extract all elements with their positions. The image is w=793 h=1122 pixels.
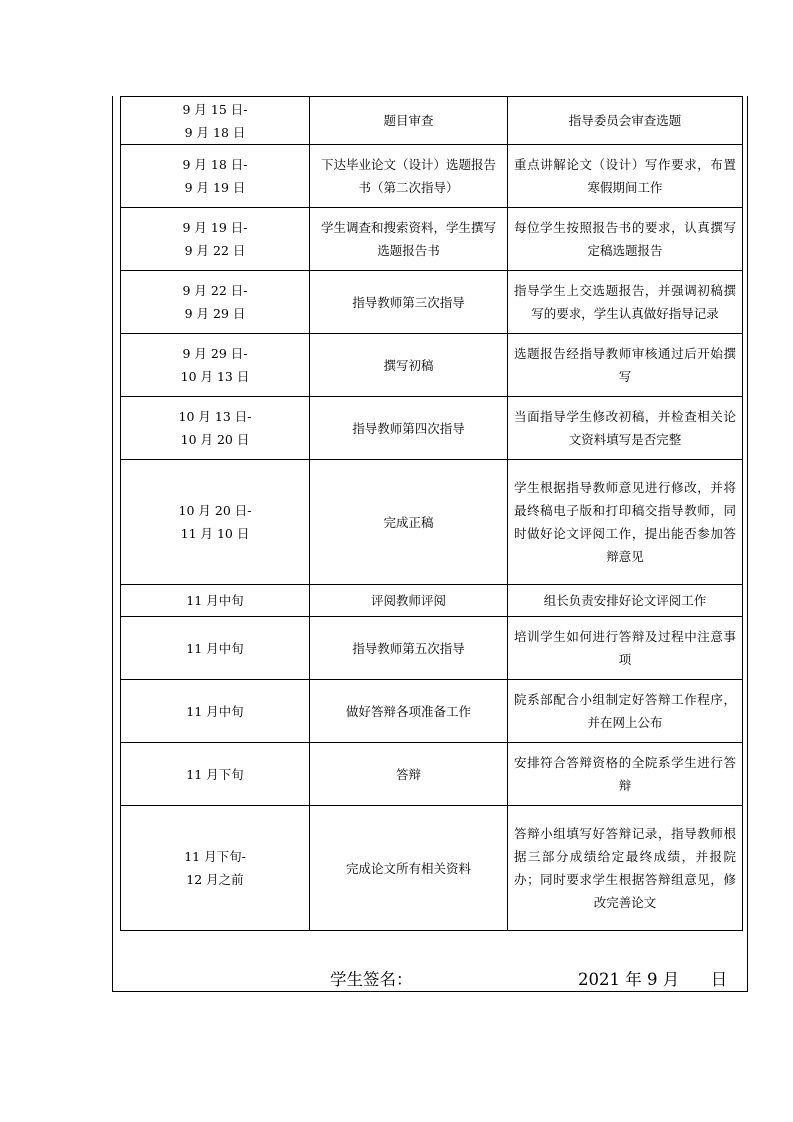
schedule-table [120,96,743,931]
task-cell: 题目审查 [310,97,508,145]
desc-cell: 每位学生按照报告书的要求，认真撰写定稿选题报告 [508,208,743,271]
table-row [121,460,743,585]
task-cell: 做好答辩各项准备工作 [310,680,508,743]
task-cell: 评阅教师评阅 [310,585,508,617]
task-cell: 指导教师第四次指导 [310,397,508,460]
desc-cell: 组长负责安排好论文评阅工作 [508,585,743,617]
table-row [121,806,743,931]
date-cell: 10 月 20 日- 11 月 10 日 [121,460,310,585]
desc-cell: 学生根据指导教师意见进行修改，并将最终稿电子版和打印稿交指导教师，同时做好论文评阅工作，提出能否参加答辩意见 [508,460,743,585]
date-cell: 10 月 13 日- 10 月 20 日 [121,397,310,460]
table-row [121,585,743,617]
date-cell: 9 月 15 日- 9 月 18 日 [121,97,310,145]
date-cell: 9 月 29 日- 10 月 13 日 [121,334,310,397]
date-cell: 11 月下旬- 12 月之前 [121,806,310,931]
signature-label: 学生签名： [330,970,413,989]
task-cell: 答辩 [310,743,508,806]
desc-cell: 培训学生如何进行答辩及过程中注意事项 [508,617,743,680]
desc-cell: 指导学生上交选题报告，并强调初稿撰写的要求，学生认真做好指导记录 [508,271,743,334]
signature-date: 2021 年 9 月 日 [578,970,728,989]
task-cell: 下达毕业论文（设计）选题报告书（第二次指导） [310,145,508,208]
date-cell: 11 月下旬 [121,743,310,806]
table-row [121,208,743,271]
task-cell: 完成正稿 [310,460,508,585]
table-row [121,271,743,334]
table-row [121,743,743,806]
task-cell: 撰写初稿 [310,334,508,397]
desc-cell: 安排符合答辩资格的全院系学生进行答辩 [508,743,743,806]
desc-cell: 答辩小组填写好答辩记录，指导教师根据三部分成绩给定最终成绩，并报院办；同时要求学生根据答辩组意见，修改完善论文 [508,806,743,931]
task-cell: 完成论文所有相关资料 [310,806,508,931]
table-row [121,397,743,460]
desc-cell: 重点讲解论文（设计）写作要求，布置寒假期间工作 [508,145,743,208]
task-cell: 指导教师第三次指导 [310,271,508,334]
date-cell: 11 月中旬 [121,585,310,617]
table-row [121,145,743,208]
table-row [121,97,743,145]
desc-cell: 院系部配合小组制定好答辩工作程序，并在网上公布 [508,680,743,743]
table-row [121,680,743,743]
desc-cell: 选题报告经指导教师审核通过后开始撰写 [508,334,743,397]
task-cell: 学生调查和搜索资料，学生撰写选题报告书 [310,208,508,271]
desc-cell: 当面指导学生修改初稿，并检查相关论文资料填写是否完整 [508,397,743,460]
table-row [121,334,743,397]
date-cell: 11 月中旬 [121,617,310,680]
date-cell: 9 月 18 日- 9 月 19 日 [121,145,310,208]
task-cell: 指导教师第五次指导 [310,617,508,680]
date-cell: 9 月 19 日- 9 月 22 日 [121,208,310,271]
table-row [121,617,743,680]
date-cell: 9 月 22 日- 9 月 29 日 [121,271,310,334]
date-cell: 11 月中旬 [121,680,310,743]
desc-cell: 指导委员会审查选题 [508,97,743,145]
